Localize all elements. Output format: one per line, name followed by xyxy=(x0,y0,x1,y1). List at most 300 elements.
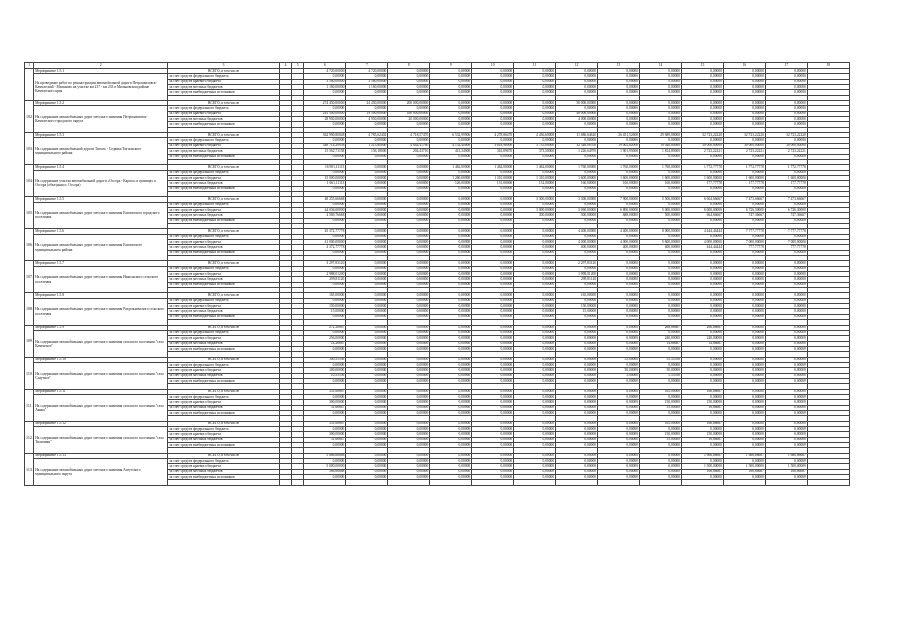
value-cell: 0,00000 xyxy=(472,421,514,426)
value-cell: 0,00000 xyxy=(346,261,388,266)
value-cell: 11 686,64620 xyxy=(556,133,598,138)
value-cell: 0,00000 xyxy=(765,218,807,223)
value-cell: 0,00000 xyxy=(723,394,765,399)
funding-source-label: за счет средств краевого бюджета xyxy=(168,464,280,469)
value-cell: 204,43710 xyxy=(388,149,430,154)
value-cell: 1 462,00000 xyxy=(430,165,472,170)
value-cell: 0,00000 xyxy=(723,336,765,341)
value-cell: 0,00000 xyxy=(640,111,682,116)
value-cell: 0,00000 xyxy=(514,186,556,191)
total-label: ВСЕГО, в том числе xyxy=(168,69,280,74)
value-cell: 0,00000 xyxy=(472,272,514,277)
value-cell: 31,66667 xyxy=(304,405,346,410)
value-cell: 55,55556 xyxy=(640,357,682,362)
value-cell: 0,00000 xyxy=(304,459,346,464)
value-cell: 0,00000 xyxy=(430,69,472,74)
measure-title: Мероприятие 1.5.4 xyxy=(34,165,168,170)
value-cell: 0,00000 xyxy=(514,341,556,346)
value-cell xyxy=(723,480,765,485)
value-cell: 0,00000 xyxy=(430,427,472,432)
value-cell: 5,55556 xyxy=(640,373,682,378)
value-cell: 0,00000 xyxy=(723,122,765,127)
value-cell: 0,00000 xyxy=(640,330,682,335)
value-cell: 0,00000 xyxy=(556,475,598,480)
value-cell: 747,36667 xyxy=(765,213,807,218)
value-cell: 0,00000 xyxy=(472,229,514,234)
value-cell: 0,00000 xyxy=(388,368,430,373)
value-cell: 177,77778 xyxy=(723,181,765,186)
value-cell: 0,00000 xyxy=(723,400,765,405)
value-cell: 1 666,66667 xyxy=(681,453,723,458)
value-cell: 0,00000 xyxy=(640,250,682,255)
value-cell: 0,00000 xyxy=(556,325,598,330)
value-cell: 0,00000 xyxy=(346,90,388,95)
value-cell: 0,00000 xyxy=(430,362,472,367)
value-cell: 0,00000 xyxy=(388,427,430,432)
measure-description: На содержание автомобильных дорог местного значения Никольского сельского поселения xyxy=(34,266,168,293)
value-cell: 0,00000 xyxy=(346,309,388,314)
value-cell: 274 450,00000 xyxy=(304,101,346,106)
value-cell: 0,00000 xyxy=(304,74,346,79)
value-cell: 0,00000 xyxy=(640,101,682,106)
value-cell: 0,00000 xyxy=(681,261,723,266)
value-cell: 0,00000 xyxy=(430,405,472,410)
value-cell: 747,36667 xyxy=(723,213,765,218)
value-cell: 0,00000 xyxy=(388,106,430,111)
value-cell: 0,00000 xyxy=(598,79,640,84)
value-cell: 0,00000 xyxy=(765,341,807,346)
value-cell: 0,00000 xyxy=(346,74,388,79)
funding-source-label: за счет средств местных бюджетов xyxy=(168,309,280,314)
value-cell: 0,00000 xyxy=(304,427,346,432)
value-cell: 0,00000 xyxy=(388,411,430,416)
value-cell: 1 462,00000 xyxy=(514,165,556,170)
value-cell: 0,00000 xyxy=(430,229,472,234)
value-cell: 0,00000 xyxy=(681,106,723,111)
value-cell: 0,00000 xyxy=(765,314,807,319)
value-cell: 0,00000 xyxy=(472,400,514,405)
value-cell: 0,00000 xyxy=(723,218,765,223)
funding-source-label: за счет средств краевого бюджета xyxy=(168,336,280,341)
value-cell: 0,00000 xyxy=(514,394,556,399)
value-cell: 4 000,00000 xyxy=(598,240,640,245)
value-cell: 777,77778 xyxy=(723,245,765,250)
value-cell: 0,00000 xyxy=(514,74,556,79)
value-cell: 30 000,00000 xyxy=(765,143,807,148)
value-cell: 0,00000 xyxy=(598,400,640,405)
value-cell: 0,00000 xyxy=(765,117,807,122)
value-cell: 0,00000 xyxy=(556,69,598,74)
row-index: 110. xyxy=(25,357,34,389)
measure-title: Мероприятие 1.5.3 xyxy=(34,133,168,138)
value-cell: 30 000,00000 xyxy=(723,143,765,148)
value-cell: 0,00000 xyxy=(430,373,472,378)
value-cell: 0,00000 xyxy=(514,261,556,266)
value-cell: 0,00000 xyxy=(472,336,514,341)
total-label: ВСЕГО, в том числе xyxy=(168,325,280,330)
value-cell: 0,00000 xyxy=(723,202,765,207)
value-cell: 0,00000 xyxy=(514,250,556,255)
value-cell: 0,00000 xyxy=(681,277,723,282)
value-cell: 0,00000 xyxy=(765,282,807,287)
value-cell: 0,00000 xyxy=(598,394,640,399)
column-number: 4 xyxy=(279,63,291,69)
value-cell: 1 772,77778 xyxy=(681,165,723,170)
value-cell: 0,00000 xyxy=(723,378,765,383)
value-cell: 0,00000 xyxy=(388,154,430,159)
value-cell: 0,00000 xyxy=(514,357,556,362)
value-cell: 0,00000 xyxy=(765,266,807,271)
value-cell: 0,00000 xyxy=(723,117,765,122)
value-cell: 0,00000 xyxy=(430,421,472,426)
value-cell: 0,00000 xyxy=(472,138,514,143)
value-cell: 0,00000 xyxy=(598,186,640,191)
value-cell: 0,00000 xyxy=(304,250,346,255)
value-cell: 0,00000 xyxy=(430,293,472,298)
value-cell: 0,00000 xyxy=(388,218,430,223)
value-cell: 0,00000 xyxy=(681,362,723,367)
value-cell: 166,66667 xyxy=(681,421,723,426)
funding-source-label: за счет средств краевого бюджета xyxy=(168,240,280,245)
value-cell: 0,00000 xyxy=(388,74,430,79)
value-cell: 180 000,00000 xyxy=(388,111,430,116)
value-cell: 0,00000 xyxy=(681,79,723,84)
value-cell: 1 600,00000 xyxy=(598,175,640,180)
value-cell: 0,00000 xyxy=(723,411,765,416)
value-cell: 0,00000 xyxy=(723,341,765,346)
value-cell: 0,00000 xyxy=(430,453,472,458)
value-cell: 0,00000 xyxy=(430,170,472,175)
value-cell: 0,00000 xyxy=(556,186,598,191)
value-cell: 0,00000 xyxy=(640,85,682,90)
value-cell: 0,00000 xyxy=(472,111,514,116)
value-cell: 0,00000 xyxy=(346,475,388,480)
funding-source-label: за счет средств внебюджетных источников xyxy=(168,475,280,480)
value-cell: 0,00000 xyxy=(388,90,430,95)
value-cell: 0,00000 xyxy=(514,421,556,426)
value-cell: 0,00000 xyxy=(723,250,765,255)
value-cell: 0,00000 xyxy=(681,373,723,378)
value-cell: 5,00000 xyxy=(598,373,640,378)
value-cell: 0,00000 xyxy=(304,122,346,127)
value-cell: 32 723,22220 xyxy=(681,133,723,138)
value-cell: 0,00000 xyxy=(723,234,765,239)
value-cell: 0,00000 xyxy=(514,330,556,335)
value-cell: 300,00000 xyxy=(556,213,598,218)
total-label: ВСЕГО, в том числе xyxy=(168,357,280,362)
value-cell: 0,00000 xyxy=(430,282,472,287)
value-cell: 0,00000 xyxy=(430,304,472,309)
value-cell: 0,00000 xyxy=(430,400,472,405)
value-cell: 160,00000 xyxy=(598,181,640,186)
value-cell xyxy=(640,480,682,485)
value-cell: 0,00000 xyxy=(681,411,723,416)
value-cell: 0,00000 xyxy=(472,373,514,378)
value-cell: 0,00000 xyxy=(472,475,514,480)
value-cell: 165,00000 xyxy=(640,389,682,394)
value-cell: 0,00000 xyxy=(346,218,388,223)
value-cell: 0,00000 xyxy=(681,234,723,239)
value-cell: 0,00000 xyxy=(640,272,682,277)
value-cell: 0,00000 xyxy=(430,389,472,394)
value-cell: 0,00000 xyxy=(388,336,430,341)
value-cell: 0,00000 xyxy=(640,154,682,159)
value-cell: 0,00000 xyxy=(723,368,765,373)
value-cell: 0,00000 xyxy=(346,277,388,282)
value-cell xyxy=(430,480,472,485)
value-cell: 0,00000 xyxy=(472,432,514,437)
total-label: ВСЕГО, в том числе xyxy=(168,389,280,394)
value-cell: 0,00000 xyxy=(346,304,388,309)
value-cell: 0,00000 xyxy=(388,325,430,330)
value-cell: 0,00000 xyxy=(430,464,472,469)
value-cell: 200 000,00000 xyxy=(388,101,430,106)
value-cell: 0,00000 xyxy=(514,314,556,319)
value-cell: 3 560,00000 xyxy=(304,79,346,84)
value-cell: 0,00000 xyxy=(304,411,346,416)
value-cell: 2 723,22221 xyxy=(765,149,807,154)
value-cell: 0,00000 xyxy=(765,234,807,239)
value-cell: 14,66667 xyxy=(681,341,723,346)
value-cell: 1 666,66667 xyxy=(765,453,807,458)
value-cell: 0,00000 xyxy=(556,368,598,373)
value-cell: 0,00000 xyxy=(430,261,472,266)
value-cell: 0,00000 xyxy=(430,394,472,399)
value-cell: 2 723,22221 xyxy=(681,149,723,154)
value-cell: 0,00000 xyxy=(640,362,682,367)
funding-source-label: за счет средств внебюджетных источников xyxy=(168,122,280,127)
value-cell: 0,00000 xyxy=(304,186,346,191)
funding-source-label: за счет средств местных бюджетов xyxy=(168,245,280,250)
value-cell: 50 000,00000 xyxy=(556,101,598,106)
value-cell: 0,00000 xyxy=(346,213,388,218)
value-cell: 0,00000 xyxy=(556,427,598,432)
value-cell: 0,00000 xyxy=(681,170,723,175)
value-cell: 0,00000 xyxy=(472,314,514,319)
value-cell: 0,00000 xyxy=(472,330,514,335)
value-cell: 300,00000 xyxy=(514,213,556,218)
funding-source-label: за счет средств местных бюджетов xyxy=(168,437,280,442)
value-cell: 165,00000 xyxy=(640,421,682,426)
value-cell: 6 800,00000 xyxy=(598,207,640,212)
column-number: 15 xyxy=(681,63,723,69)
value-cell: 0,00000 xyxy=(472,154,514,159)
value-cell: 0,00000 xyxy=(472,304,514,309)
value-cell: 0,00000 xyxy=(430,368,472,373)
value-cell: 0,00000 xyxy=(640,378,682,383)
value-cell: 0,00000 xyxy=(598,405,640,410)
value-cell: 0,00000 xyxy=(430,197,472,202)
funding-source-label: за счет средств краевого бюджета xyxy=(168,368,280,373)
value-cell xyxy=(556,480,598,485)
value-cell: 0,00000 xyxy=(514,298,556,303)
value-cell: 3 300,00000 xyxy=(556,197,598,202)
value-cell: 0,00000 xyxy=(723,389,765,394)
value-cell: 0,00000 xyxy=(723,309,765,314)
value-cell: 8 000,00000 xyxy=(640,229,682,234)
value-cell: 1 513,80000 xyxy=(346,143,388,148)
value-cell: 0,00000 xyxy=(388,207,430,212)
value-cell: 0,00000 xyxy=(765,405,807,410)
measure-description: На содержание автомобильных дорог местного значения Алеутского муниципального округа xyxy=(34,459,168,486)
value-cell: 0,00000 xyxy=(765,272,807,277)
value-cell: 44 036,00000 xyxy=(304,207,346,212)
value-cell: 0,00000 xyxy=(346,314,388,319)
value-cell: 0,00000 xyxy=(765,74,807,79)
value-cell: 0,00000 xyxy=(723,170,765,175)
value-cell: 20 000,00000 xyxy=(388,117,430,122)
value-cell: 0,00000 xyxy=(388,362,430,367)
value-cell: 0,00000 xyxy=(514,117,556,122)
value-cell: 0,00000 xyxy=(388,298,430,303)
value-cell: 0,00000 xyxy=(723,272,765,277)
value-cell: 0,00000 xyxy=(514,122,556,127)
value-cell: 0,00000 xyxy=(723,475,765,480)
value-cell xyxy=(598,480,640,485)
value-cell xyxy=(388,480,430,485)
value-cell: 0,00000 xyxy=(723,373,765,378)
total-label: ВСЕГО, в том числе xyxy=(168,197,280,202)
value-cell: 0,00000 xyxy=(556,298,598,303)
funding-source-label: за счет средств краевого бюджета xyxy=(168,272,280,277)
value-cell: 400,00000 xyxy=(556,245,598,250)
value-cell: 0,00000 xyxy=(640,90,682,95)
value-cell: 0,00000 xyxy=(598,437,640,442)
value-cell: 0,00000 xyxy=(723,74,765,79)
value-cell: 0,00000 xyxy=(388,245,430,250)
value-cell: 0,00000 xyxy=(723,357,765,362)
value-cell: 0,00000 xyxy=(514,101,556,106)
value-cell: 0,00000 xyxy=(388,277,430,282)
value-cell: 0,00000 xyxy=(304,314,346,319)
value-cell: 0,00000 xyxy=(556,202,598,207)
value-cell: 0,00000 xyxy=(430,90,472,95)
value-cell: 16,66667 xyxy=(681,437,723,442)
value-cell: 1 772,77778 xyxy=(765,165,807,170)
value-cell: 0,00000 xyxy=(765,277,807,282)
value-cell: 0,00000 xyxy=(304,298,346,303)
measure-description: На содержание автомобильных дорог местного значения Елизовского муниципального района xyxy=(34,234,168,261)
value-cell: 0,00000 xyxy=(598,154,640,159)
value-cell: 4 444,44444 xyxy=(681,229,723,234)
value-cell: 0,00000 xyxy=(765,427,807,432)
value-cell: 331,66667 xyxy=(304,389,346,394)
value-cell: 1 500,00000 xyxy=(681,464,723,469)
value-cell: 0,00000 xyxy=(472,250,514,255)
value-cell: 0,00000 xyxy=(640,138,682,143)
value-cell: 4 718,57470 xyxy=(388,133,430,138)
value-cell: 166,66667 xyxy=(765,469,807,474)
value-cell: 0,00000 xyxy=(765,138,807,143)
value-cell: 0,00000 xyxy=(388,373,430,378)
value-cell: 3 560,00000 xyxy=(346,79,388,84)
funding-source-label: за счет средств краевого бюджета xyxy=(168,111,280,116)
value-cell: 3 618,98000 xyxy=(472,143,514,148)
value-cell: 0,00000 xyxy=(556,122,598,127)
value-cell: 0,00000 xyxy=(556,218,598,223)
value-cell: 0,00000 xyxy=(598,272,640,277)
value-cell: 0,00000 xyxy=(514,234,556,239)
value-cell: 0,00000 xyxy=(598,282,640,287)
value-cell: 177,77778 xyxy=(765,181,807,186)
value-cell: 0,00000 xyxy=(346,362,388,367)
value-cell: 0,00000 xyxy=(598,346,640,351)
value-cell: 0,00000 xyxy=(472,245,514,250)
value-cell: 0,00000 xyxy=(514,304,556,309)
value-cell: 0,00000 xyxy=(556,421,598,426)
value-cell: 0,00000 xyxy=(430,122,472,127)
value-cell: 0,00000 xyxy=(430,154,472,159)
value-cell: 29 689,08000 xyxy=(640,133,682,138)
value-cell: 0,00000 xyxy=(472,117,514,122)
value-cell: 0,00000 xyxy=(472,309,514,314)
value-cell: 0,00000 xyxy=(765,90,807,95)
measure-title: Мероприятие 1.5.13 xyxy=(34,453,168,458)
value-cell: 0,00000 xyxy=(598,325,640,330)
value-cell: 0,00000 xyxy=(472,378,514,383)
value-cell: 0,00000 xyxy=(765,69,807,74)
row-index: 107. xyxy=(25,261,34,293)
value-cell: 150,00000 xyxy=(640,400,682,405)
value-cell: 0,00000 xyxy=(472,459,514,464)
value-cell: 0,00000 xyxy=(472,368,514,373)
row-index: 109. xyxy=(25,325,34,357)
value-cell: 0,00000 xyxy=(514,464,556,469)
value-cell: 0,00000 xyxy=(514,453,556,458)
value-cell: 0,00000 xyxy=(514,362,556,367)
value-cell: 0,00000 xyxy=(346,443,388,448)
column-number: 3 xyxy=(168,63,280,69)
value-cell: 0,00000 xyxy=(723,432,765,437)
value-cell: 0,00000 xyxy=(765,443,807,448)
value-cell: 0,00000 xyxy=(556,234,598,239)
value-cell: 0,00000 xyxy=(765,459,807,464)
value-cell: 0,00000 xyxy=(598,170,640,175)
measure-description: На содержание автомобильных дорог местного значения Раздольненского сельского поселения xyxy=(34,298,168,325)
value-cell: 0,00000 xyxy=(640,453,682,458)
value-cell: 10,55556 xyxy=(304,373,346,378)
value-cell: 0,00000 xyxy=(556,341,598,346)
value-cell: 0,00000 xyxy=(598,341,640,346)
value-cell: 15,00000 xyxy=(640,405,682,410)
value-cell: 0,00000 xyxy=(388,405,430,410)
value-cell: 55,00000 xyxy=(598,357,640,362)
value-cell: 0,00000 xyxy=(346,421,388,426)
value-cell: 19 040,00000 xyxy=(640,143,682,148)
funding-source-label: за счет средств внебюджетных источников xyxy=(168,411,280,416)
funding-source-label: за счет средств федерального бюджета xyxy=(168,170,280,175)
value-cell: 0,00000 xyxy=(388,266,430,271)
value-cell: 0,00000 xyxy=(556,79,598,84)
value-cell: 0,00000 xyxy=(388,272,430,277)
value-cell: 0,00000 xyxy=(346,464,388,469)
value-cell: 2 297,83120 xyxy=(556,261,598,266)
value-cell: 177,77778 xyxy=(681,181,723,186)
value-cell: 4 133,40000 xyxy=(430,143,472,148)
column-number: 2 xyxy=(34,63,168,69)
value-cell: 300,00000 xyxy=(304,432,346,437)
value-cell: 0,00000 xyxy=(556,346,598,351)
value-cell: 32 346,08700 xyxy=(556,143,598,148)
value-cell: 0,00000 xyxy=(430,443,472,448)
value-cell: 0,00000 xyxy=(388,432,430,437)
value-cell: 0,00000 xyxy=(723,314,765,319)
value-cell: 0,00000 xyxy=(388,293,430,298)
value-cell: 0,00000 xyxy=(304,266,346,271)
value-cell: 0,00000 xyxy=(765,293,807,298)
value-cell: 0,00000 xyxy=(640,69,682,74)
value-cell: 7 900,00000 xyxy=(598,197,640,202)
